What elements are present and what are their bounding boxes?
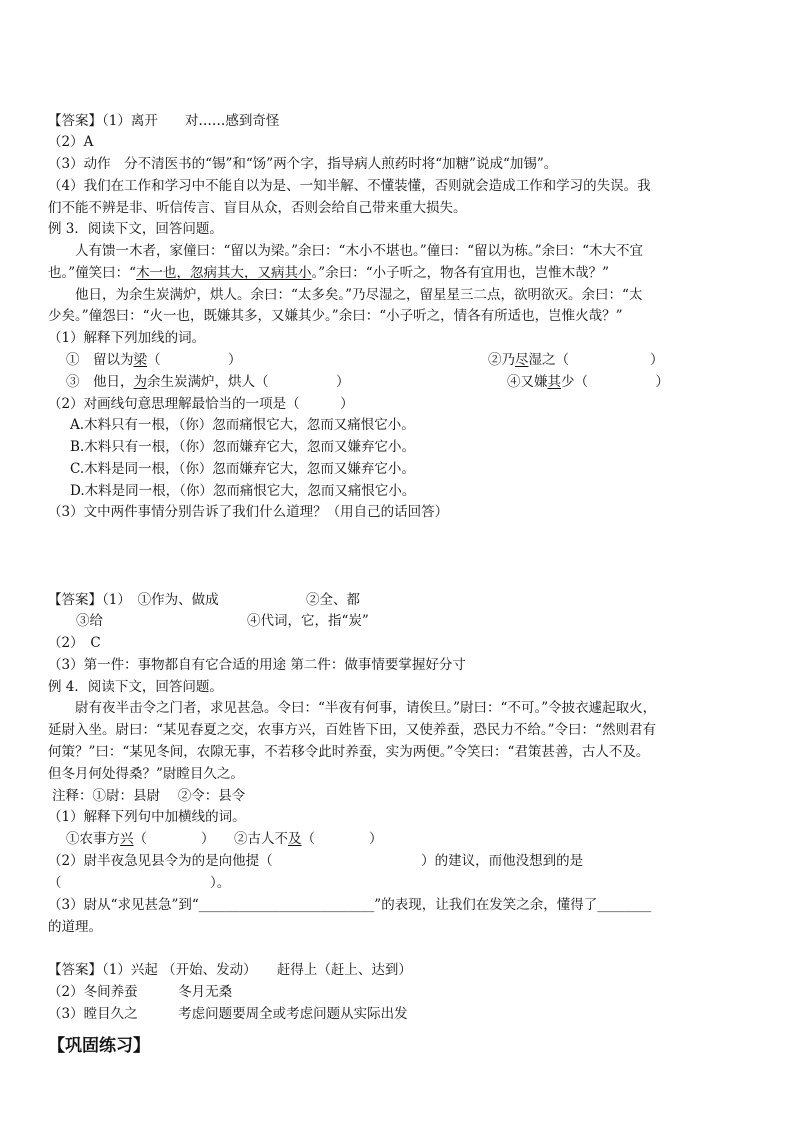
ex4-q1-item-2: ②古人不及（ ） xyxy=(234,831,383,847)
blank-1: __________________________ xyxy=(198,897,375,913)
option-c: C.木料是同一根，（你）忽而嫌弃它大，忽而又嫌弃它小。 xyxy=(70,461,415,477)
option-a: A.木料只有一根，（你）忽而痛恨它大，忽而又痛恨它小。 xyxy=(70,417,415,433)
example-4-passage-line1: 尉有夜半击令之门者，求见甚急。令曰：“半夜有何事，请俟旦。”尉曰：“不可。”令披衣遽起取火， xyxy=(48,700,657,716)
answer-2-heading: 【答案】（1） ①作为、做成 xyxy=(48,592,219,608)
option-b: B.木料只有一根，（你）忽而嫌弃它大，忽而又嫌弃它小。 xyxy=(70,439,415,455)
answer-2-item-3: （3）第一件：事物都自有它合适的用途 第二件：做事情要掌握好分寸 xyxy=(48,657,466,673)
example-3-question-1: （1）解释下列加线的词。 xyxy=(48,330,206,346)
example-4-question-3-line2: 的道理。 xyxy=(48,919,102,935)
section-heading: 【巩固练习】 xyxy=(48,1036,150,1056)
blank-2: ________ xyxy=(597,897,652,913)
example-4-passage-line4: 但冬月何处得桑？”尉瞠目久之。 xyxy=(48,766,244,782)
example-4-question-3-line1: （3）尉从“求见甚急”到“__________________________”的表现，让我们在发笑之余，懂得了________ xyxy=(48,897,652,913)
answer-1-item-2: （2）A xyxy=(48,134,94,150)
option-d: D.木料是同一根，（你）忽而痛恨它大，忽而又痛恨它小。 xyxy=(70,483,416,499)
answer-1-item-4-line1: （4）我们在工作和学习中不能自以为是、一知半解、不懂装懂，否则就会造成工作和学习的失误。我 xyxy=(48,178,651,194)
answer-3-item-3: （3）瞠目久之 考虑问题要周全或考虑问题从实际出发 xyxy=(48,1006,408,1022)
example-3-passage-line3: 他日，为余生炭满炉，烘人。余曰：“太多矣。”乃尽湿之，留星星三二点，欲明欲灭。余曰：“太 xyxy=(48,287,643,303)
underlined-sentence: 木一也，忽病其大，又病其小 xyxy=(136,265,312,281)
q1-item-1: ① 留以为梁（ ） xyxy=(66,352,242,368)
q1-item-2: ②乃尽湿之（ ） xyxy=(488,352,664,368)
example-3-passage-line2: 也。”僮笑曰：“木一也，忽病其大，又病其小。”余曰：“小子听之，物各有宜用也，岂惟木哉？” xyxy=(48,265,610,281)
example-4-title: 例 4．阅读下文，回答问题。 xyxy=(48,679,223,695)
answer-1-item-3: （3）动作 分不清医书的“锡”和“饧”两个字，指导病人煎药时将“加糖”说成“加锡”。 xyxy=(48,156,558,172)
example-4-question-1: （1）解释下列句中加横线的词。 xyxy=(48,809,246,825)
ex4-q1-item-1: ①农事方兴（ ） xyxy=(66,831,215,847)
answer-2-item-2: （2） C xyxy=(48,635,101,651)
example-3-question-2: （2）对画线句意思理解最恰当的一项是（ ） xyxy=(48,396,354,412)
answer-3-item-1: 【答案】（1）兴起 （开始、发动） 赶得上（赶上、达到） xyxy=(48,962,412,978)
q1-item-3: ③ 他日，为余生炭满炉，烘人（ ） xyxy=(66,374,350,390)
example-3-passage-line4: 少矣。”僮怨曰：“火一也，既嫌其多，又嫌其少。”余曰：“小子听之，情各有所适也，岂惟火哉？” xyxy=(48,308,623,324)
answer-3-item-2: （2）冬间养蚕 冬月无桑 xyxy=(48,984,233,1000)
answer-1-item-4-line2: 们不能不辨是非、听信传言、盲目从众，否则会给自己带来重大损失。 xyxy=(48,200,467,216)
example-4-passage-line2: 延尉入坐。尉曰：“某见春夏之交，农事方兴，百姓皆下田，又使养蚕，恐民力不给。”令曰：“然则君有 xyxy=(48,722,656,738)
example-4-question-2-line2: （ ）。 xyxy=(48,875,231,891)
answer-2-item-1b: ②全、都 xyxy=(306,592,360,608)
example-3-question-3: （3）文中两件事情分别告诉了我们什么道理？（用自己的话回答） xyxy=(48,504,449,520)
answer-2-item-1c: ③给 xyxy=(76,613,103,629)
q1-item-4: ④又嫌其少（ ） xyxy=(507,374,669,390)
example-4-question-2-line1: （2）尉半夜急见县令为的是向他提（ ）的建议，而他没想到的是 xyxy=(48,853,584,869)
answer-1-heading: 【答案】（1）离开 对……感到奇怪 xyxy=(48,113,280,129)
answer-2-item-1d: ④代词，它，指“炭” xyxy=(247,613,369,629)
example-3-passage-line1: 人有馈一木者，家僮曰：“留以为梁。”余曰：“木小不堪也。”僮曰：“留以为栋。”余曰：“木大不宜 xyxy=(48,243,644,259)
example-3-title: 例 3．阅读下文，回答问题。 xyxy=(48,221,223,237)
example-4-passage-line3: 何策？”曰：“某见冬间，农隙无事，不若移令此时养蚕，实为两便。”令笑曰：“君策甚善，古人不及。 xyxy=(48,744,650,760)
example-4-note: 注释：①尉：县尉 ②令：县令 xyxy=(52,788,246,804)
